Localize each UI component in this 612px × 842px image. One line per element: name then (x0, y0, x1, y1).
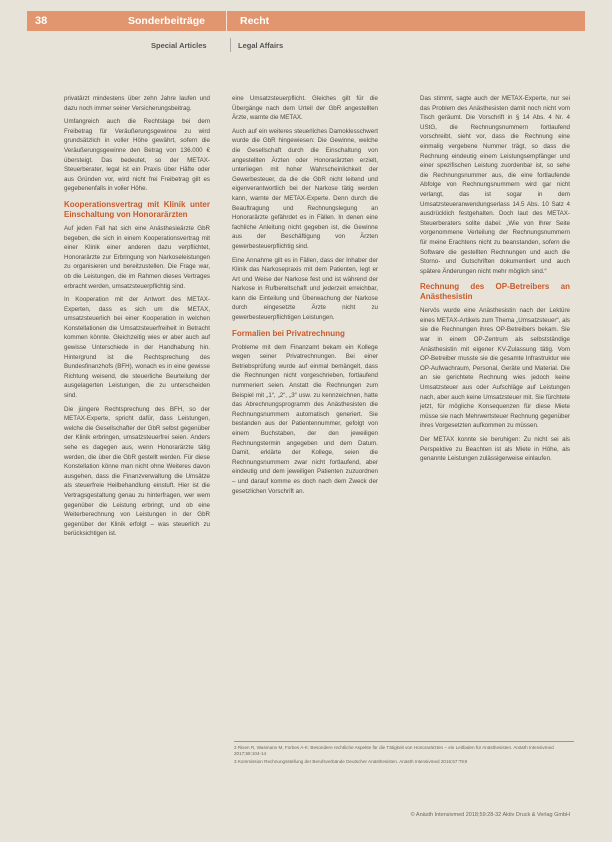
paragraph: Nervös wurde eine Anästhesistin nach der Lektüre eines METAX-Artikels zum Thema „Umsatzsteuer“, als sie die Rechnungen ihres OP-Betreibers bekam. Sie war in einem OP-Zentrum als selbstständige Anästhesistin mit eigener KV-Zulassung tätig. Vom OP-Betreiber musste sie die gesamte Infrastruktur wie OP-Aufwachraum, Personal, Geräte und Material. Die an sie gerichtete Rechnung wies jedoch keine Umsatzsteuer aus oder Aufschläge auf Leistungen nach, aber auch keine Umsatzsteuer mit. Sie fürchtete jetzt, für mögliche Konsequenzen für diese Miete müsse sie nach Mehrwertsteuer Rechnung gegenüber ihres Vorgesetzten aufkommen zu müssen. (420, 307, 570, 430)
text-column-1 (64, 94, 210, 543)
section-heading: Kooperationsvertrag mit Klinik unter Einschaltung von Honorarärzten (64, 199, 210, 219)
section-heading: Rechnung des OP-Betreibers an Anästhesistin (420, 282, 570, 302)
section-heading: Formalien bei Privatrechnung (232, 328, 345, 338)
footnotes (234, 741, 574, 768)
paragraph: Umfangreich auch die Rechtslage bei dem Freibetrag für Veräußerungsgewinne zu wird grundsätzlich in voller Höhe gewährt, sofern die Veräußerungsgewinne den Betrag von 136.000 € übersteigt. Das bedeutet, so der METAX-Steuerberater, legal ist ein Praxis über Häfte oder aus Gründen vor, wird nicht frei Freibetrag gilt es gegebenenfalls in voller Höhe. (64, 118, 210, 193)
header-divider (226, 11, 227, 31)
paragraph: Die jüngere Rechtsprechung des BFH, so der METAX-Experte, spricht dafür, dass Leistungen, welche die Gesellschafter der GbR selbst gegenüber der Klinik erbringen, umsatzsteuerfrei seien. Anders sehe es dagegen aus, wenn Honorarärzte tätig werden, die über die GbR gestellt werden. Für diese Konstellation könne man nicht ohne Weiteres davon ausgehen, dass die Finanzverwaltung die Umsätze als steuerfreie Heilbehandlung einstuft. Hier ist die Vertragsgestaltung genau zu hinterfragen, wer wem gegenüber die Leistung erbringt, und ob eine Weiterberechnung von Leistungen in der GbR gegenüber der Klinik erfolgt – was steuerlich zu berücksichtigen ist. (64, 405, 210, 538)
paragraph: Eine Annahme gilt es in Fällen, dass der Inhaber der Klinik das Narkosepraxis mit dem Patienten, legt er Art und Weise der Narkose fest und ist während der Narkose in Rufbereitschaft und jederzeit erreichbar, kann die Einteilung und Überwachung der Narkose durch eingesetzte Ärzte nicht zu gewerbesteuerpflichtigen Leistungen. (232, 256, 378, 322)
text-column-3 (420, 94, 570, 468)
sub-header-right: Legal Affairs (238, 41, 284, 50)
footer-copyright: © Anästh Intensivmed 2018;59:28-32 Aktiv Druck & Verlag GmbH (410, 812, 570, 818)
paragraph: privatärzt mindestens über zehn Jahre laufen und dazu noch immer seiner Versicherungsbeitrag. (64, 95, 210, 112)
paragraph: Das stimmt, sagte auch der METAX-Experte, nur sei das Problem des Anästhesisten damit noch nicht vom Tisch geräumt. Die Vorschrift in § 14 Abs. 4 Nr. 4 UStG, die Rechnungsnummern fortlaufend vorschreibt, sieht vor, dass die Rechnung eine einmalig vergebene Nummer trägt, so dass die Rechnung eindeutig einem Leistungsempfänger und einer spezifischen Leistung zuordenbar ist, so sehe die Rechnungsnummer aus, die eine fortlaufende Abfolge von Rechnungsnummern wird gar nicht verlangt, das ist sogar in dem Umsatzsteueranwendungserlass 14.5 Abs. 10 Satz 4 ausdrücklich festgehalten. Doch laut des METAX-Steuerberaters sollte dabei: „Wie von Ihrer Seite vorgenommene Verteilung der Rechnungsnummern für meine Erachtens nicht zu beanstanden, sofern die Software die gestellten Rechnungen und auch die Storno- und Gutschriften dokumentiert und auch spätere Änderungen nicht mehr möglich sind.“ (420, 95, 570, 275)
footnote: 3 Kommission Rechnungsstellung der Berufsverbände Deutscher Anästhesisten. Anästh Intensivmed 2016;57:TK9 (234, 759, 468, 765)
header-bar (27, 11, 585, 31)
paragraph: Der METAX konnte sie beruhigen: Zu nicht sei als Perspektive zu Beachten ist als Miete in Höhe, als genannte Leistungen zulässigerweise einlaufen. (420, 436, 570, 463)
page-number: 38 (35, 15, 48, 27)
paragraph: Auf jeden Fall hat sich eine Anästhesieärzte GbR begeben, die sich in einem Kooperationsvertrag mit einer Klinik einer anderen dazu verpflichtet, Honorarärzte zur Erbringung von Narkoseleistungen zu organisieren und bereitzustellen. Die Frage war, ob die Leistungen, die im Rahmen dieses Vertrages erbracht werden, umsatzsteuerpflichtig sind. (64, 224, 210, 290)
text-column-2 (232, 94, 378, 500)
sub-header-divider (230, 38, 231, 52)
section-title-right: Recht (240, 15, 270, 27)
footnote: 2 Rixen R, Wasmann M, Forbes A-K: Besondere rechtliche Aspekte für die Tätigkeit von Honorarärzten – ein Leitfaden für Anästhesisten. Anästh Intensivmed 2017;58:104-14 (234, 745, 554, 757)
paragraph: eine Umsatzsteuerpflicht. Gleiches gilt für die Übergänge nach dem Urteil der GbR angestellten Ärzte, warnte die METAX. (232, 95, 378, 122)
paragraph: In Kooperation mit der Antwort des METAX-Experten, dass es sich um die METAX, umsatzsteuerlich bei einer Kooperation in welchen Konstellationen die Umsatzsteuerfreiheit in Betracht kommen könnte. Gleichzeitig wies er aber auch auf gewisse Unterschiede in der Handhabung hin. Hintergrund ist die Rechtsprechung des Bundesfinanzhofs (BFH), wonach es in eine gewisse Richtung weisend, die steuerliche Beurteilung der ausgelagerten Leistungen, die zu unterscheiden sind. (64, 296, 210, 400)
section-title-left: Sonderbeiträge (128, 15, 206, 27)
sub-header-left: Special Articles (151, 41, 207, 50)
paragraph: Auch auf ein weiteres steuerliches Damoklesschwert wurde die GbR hingewiesen: Die Gewinne, welche die Gesellschaft durch die Einschaltung von angestellten Ärzten oder Honorarärzten erzielt, unterliegen mit hoher Wahrscheinlichkeit der Gewerbesteuer, da die die GbR nicht leitend und eigenverantwortlich bei der Narkose tätig werden kann, warnte der METAX-Experte. Denn durch die Beauftragung und Rechnungslegung an Honorarärzte gefährdet es in Fällen. In denen eine fachliche Anleitung nicht gegeben ist, die Gewinne aus der Beschäftigung von Ärzten gewerbesteuerpflichtig sind. (232, 127, 378, 250)
paragraph: Probleme mit dem Finanzamt bekam ein Kollege wegen seiner Privatrechnungen. Bei einer Betriebsprüfung wurde auf einmal bemängelt, dass die Rechnungen nicht vorgeschrieben, fortlaufend nummeriert seien. Anstatt die Rechnungen zum Beispiel mit „1“, „2“, „3“ usw. zu kennzeichnen, hatte das Abrechnungsprogramm des Anästhesisten die Rechnungsnummern automatisch generiert. Sie bestanden aus der Patientennummer, gefolgt von einem Buchstaben, der den jeweiligen Rechnungstermin angegeben und dem Datum. Damit, erklärte der Kollege, seien die Rechnungsnummern zwar nicht fortlaufend, aber eindeutig und dem jeweiligen Patienten zuzuordnen – und darauf komme es doch nach dem Zweck der gesetzlichen Vorschrift an. (232, 343, 378, 495)
